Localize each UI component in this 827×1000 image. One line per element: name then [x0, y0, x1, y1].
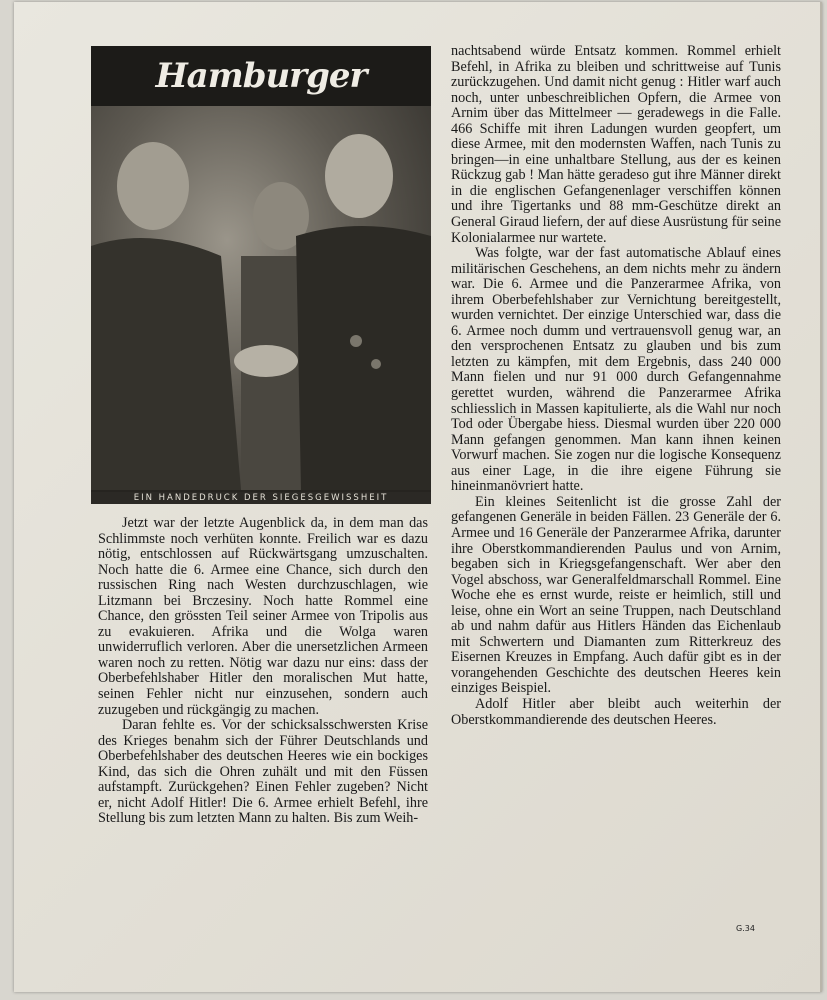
medal [371, 359, 381, 369]
paragraph: Ein kleines Seitenlicht ist die grosse Zahl der gefangenen Generäle in beiden Fällen. 23 Generäle der 6. Armee und 16 Generäle der Panzerarmee Afrika, darunter ihre Oberstkommandierenden Paulus und von Arnim, begaben sich in Kriegsgefangenschaft. Wer aber den Vogel abschoss, war Generalfeldmarschall Rommel. Eine Woche ehe es ernst wurde, reiste er heimlich, still und leise, ohne ein Wort an seine Truppen, nach Deutschland ab und nahm dafür aus Hitlers Händen das Eichenlaub mit Schwertern und Diamanten zum Ritterkreuz des Eisernen Kreuzes in Empfang. Auch dafür gibt es in der vorangehenden Geschichte des deutschen Heeres kein einziges Beispiel. [451, 493, 781, 697]
left-text-column [98, 516, 428, 827]
medal [350, 335, 362, 347]
leaflet-page [14, 2, 822, 992]
photo-figures [91, 106, 431, 490]
figure-body-left [91, 238, 241, 490]
paragraph: Jetzt war der letzte Augenblick da, in dem man das Schlimmste noch verhüten konnte. Freilich war es dazu nötig, entschlossen auf Rückwärtsgang umzuschalten. Noch hatte die 6. Armee eine Chance, sich durch den russischen Ring nach Westen durchzuschlagen, wie Litzmann bei Brczesiny. Noch hatte Rommel eine Chance, den grössten Teil seiner Armee von Tripolis aus zu evakuieren. Afrika und die Wolga waren unwiderruflich verloren. Aber die unersetzlichen Armeen waren noch zu retten. Nötig war dazu nur eins: dass der Oberbefehlshaber Hitler den moralischen Mut hatte, seinen Fehler nicht nur einzusehen, sondern auch zuzugeben und rückgängig zu machen. [98, 515, 428, 718]
paragraph: Adolf Hitler aber bleibt auch weiterhin der Oberstkommandierende des deutschen Heeres. [451, 695, 781, 728]
figure-head-left [117, 142, 189, 230]
handshake-photo [91, 106, 431, 490]
magazine-masthead: Hamburger [91, 46, 431, 106]
handshake-hands [234, 345, 298, 377]
paragraph: Daran fehlte es. Vor der schicksalsschwersten Krise des Krieges benahm sich der Führer Deutschlands und Oberbefehlshaber des deutschen Heeres wie ein bockiges Kind, das sich die Ohren zuhält und mit den Füssen aufstampft. Zurückgehen? Einen Fehler zugeben? Nicht er, nicht Adolf Hitler! Die 6. Armee erhielt Befehl, ihre Stellung bis zum letzten Mann zu halten. Bis zum Weih- [98, 717, 428, 827]
print-code: G.34 [736, 924, 755, 933]
figure-body-right [296, 226, 431, 490]
photo-caption: EIN HANDEDRUCK DER SIEGESGEWISSHEIT [91, 492, 431, 504]
paragraph: nachtsabend würde Entsatz kommen. Rommel erhielt Befehl, in Afrika zu bleiben und schrittweise auf Tunis zurückzugehen. Und damit nicht genug : Hitler warf auch noch, unter unbeschreiblichen Opfern, die Armee von Arnim über das Mittelmeer — geradewegs in die Falle. 466 Schiffe mit ihren Ladungen wurden geopfert, um diese Armee, mit den modernsten Waffen, nach Tunis zu bringen—in eine unhaltbare Stellung, aus der es keinen Rückzug gab ! Man hätte geradeso gut ihre Männer direkt in die englischen Gefangenenlager verschiffen können und ihre Tigertanks und 88 mm-Geschütze direkt an General Giraud liefern, der auf diese Ausrüstung für seine Kolonialarmee nur wartete. [451, 43, 781, 246]
figure-head-right [325, 134, 393, 218]
paragraph: Was folgte, war der fast automatische Ablauf eines militärischen Geschehens, an dem nichts mehr zu ändern war. Die 6. Armee und die Panzerarmee Afrika, von ihrem Oberbefehlshaber zur Vernichtung bereitgestellt, wurden vernichtet. Der einzige Unterschied war, dass die 6. Armee noch dumm und vertrauensvoll genug war, an den versprochenen Entsatz zu glauben und bis zum letzten zu kämpfen, mit dem Ergebnis, dass 240 000 Mann fielen und nur 91 000 durch Gefangennahme gerettet wurden, während die Panzerarmee Afrika schliesslich in Massen kapitulierte, als die Wahl nur noch Tod oder Übergabe hiess. Diesmal wurden über 220 000 Mann gefangen genommen. Man kann ihnen keinen Vorwurf machen. Sie zogen nur die logische Konsequenz aus einer Lage, in die ihre eigene Führung sie hineinmanövriert hatte. [451, 245, 781, 495]
right-text-column [451, 44, 781, 728]
magazine-photo [91, 46, 431, 504]
